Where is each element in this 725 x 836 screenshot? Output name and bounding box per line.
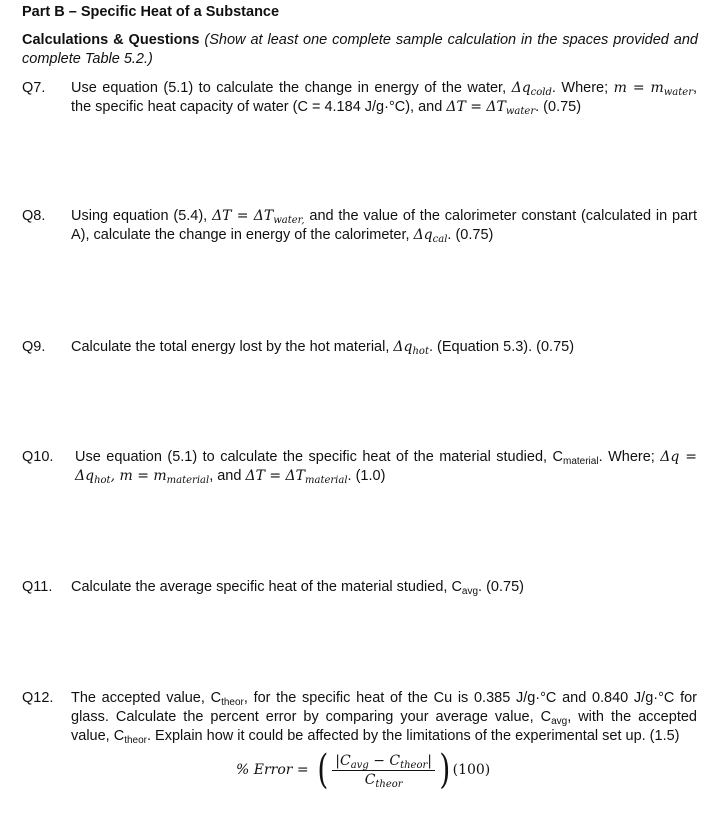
percent-error-formula bbox=[236, 744, 490, 796]
right-paren: ) bbox=[439, 747, 451, 793]
question-number: Q9. bbox=[22, 339, 46, 355]
formula-numerator: $|C_{avg} - C_{theor}|$ bbox=[332, 753, 435, 771]
question-text: Calculate the total energy lost by the hot material, $\Delta q_{hot}$. (Equation 5.3). (0.75) bbox=[71, 339, 575, 357]
question-text: Use equation (5.1) to calculate the change in energy of the water, $\Delta q_{cold}$. Where; $m = m_{water}$, the specific heat capacity of water (C = 4.184 J/g·°C), and $\Delta T = \Delta T_{water}$. (0.75) bbox=[71, 80, 698, 117]
question-text: Use equation (5.1) to calculate the specific heat of the material studied, $C_{material}$. Where; $\Delta q = \Delta q_{hot}$, $m = m_{material}$, and $\Delta T = \Delta T_{material}$. (1.0) bbox=[75, 449, 697, 486]
part-title: Part B – Specific Heat of a Substance bbox=[22, 4, 280, 20]
formula-denominator: $C_{theor}$ bbox=[364, 771, 403, 790]
question-number: Q11. bbox=[22, 579, 53, 595]
intro-heading: Calculations & Questions bbox=[22, 32, 200, 48]
question-text: Using equation (5.4), $\Delta T = \Delta T_{water,}$ and the value of the calorimeter constant (calculated in part A), calculate the change in energy of the calorimeter, $\Delta q_{cal}$. (0.75) bbox=[71, 208, 698, 245]
formula-lhs: % Error = bbox=[236, 762, 309, 778]
intro-paragraph bbox=[22, 31, 698, 69]
question-text: The accepted value, $C_{theor}$, for the specific heat of the Cu is 0.385 J/g·°C and 0.840 J/g·°C for glass. Calculate the percent error by comparing your average value, $C_{avg}$, with the accepted value, $C_{theor}$. Explain how it could be affected by the limitations of the experimental set up. (1.5) bbox=[71, 690, 697, 746]
question-number: Q7. bbox=[22, 80, 46, 96]
left-paren: ( bbox=[317, 747, 328, 793]
formula-rhs: (100) bbox=[452, 762, 491, 778]
question-number: Q10. bbox=[22, 449, 54, 465]
question-text: Calculate the average specific heat of the material studied, $C_{avg}$. (0.75) bbox=[71, 579, 524, 597]
question-number: Q12. bbox=[22, 690, 54, 706]
question-number: Q8. bbox=[22, 208, 46, 224]
formula-fraction bbox=[332, 753, 435, 788]
intro-note: (Show at least one complete sample calculation in the spaces provided and complete Table 5.2.) bbox=[22, 32, 698, 67]
